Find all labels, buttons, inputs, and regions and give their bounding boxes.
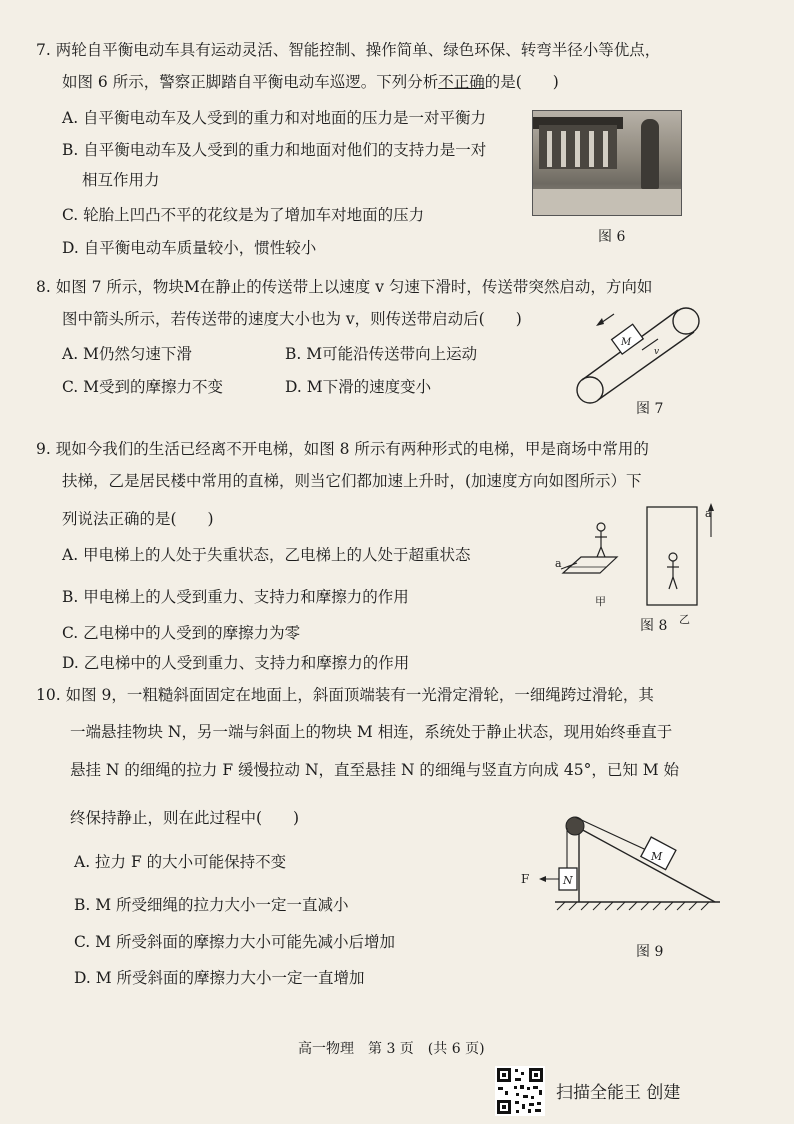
lift-accel-label: a <box>705 507 712 520</box>
q10-option-c: C. M 所受斜面的摩擦力大小可能先减小后增加 <box>74 933 395 951</box>
q9-option-b: B. 甲电梯上的人受到重力、支持力和摩擦力的作用 <box>62 588 409 606</box>
fig7-caption: 图 7 <box>636 401 664 417</box>
q7-option-b-line1: B. 自平衡电动车及人受到的重力和地面对他们的支持力是一对 <box>62 141 487 159</box>
fig8-caption: 图 8 <box>640 618 668 634</box>
q8-stem-line1: 8. 如图 7 所示，物块M在静止的传送带上以速度 v 匀速下滑时，传送带突然启动，方向如 <box>36 278 653 296</box>
q7-option-b-line2: 相互作用力 <box>82 171 160 189</box>
fig6-caption: 图 6 <box>598 229 626 245</box>
q10-option-d: D. M 所受斜面的摩擦力大小一定一直增加 <box>74 969 365 987</box>
police-photo <box>532 110 682 216</box>
q10-stem-line3: 悬挂 N 的细绳的拉力 F 缓慢拉动 N，直至悬挂 N 的细绳与竖直方向成 45°，已知 M 始 <box>70 761 680 779</box>
q9-stem-line1: 9. 现如今我们的生活已经离不开电梯，如图 8 所示有两种形式的电梯，甲是商场中常用的 <box>36 440 649 458</box>
q9-option-c: C. 乙电梯中的人受到的摩擦力为零 <box>62 624 301 642</box>
conveyor-velocity-label: v <box>654 347 660 357</box>
q7-option-c: C. 轮胎上凹凸不平的花纹是为了增加车对地面的压力 <box>62 206 425 224</box>
lift-label: 乙 <box>679 613 690 626</box>
q10-option-b: B. M 所受细绳的拉力大小一定一直减小 <box>74 896 349 914</box>
escalator-label: 甲 <box>595 595 606 608</box>
q9-stem-line2: 扶梯，乙是居民楼中常用的直梯，则当它们都加速上升时，(加速度方向如图所示）下 <box>62 472 642 490</box>
force-f-label: F <box>521 872 530 886</box>
scanner-watermark: 扫描全能王 创建 <box>556 1083 681 1103</box>
incline-figure <box>515 810 725 920</box>
qr-code-icon <box>495 1066 545 1116</box>
hanging-block-n-label: N <box>563 874 573 887</box>
conveyor-figure <box>570 300 710 410</box>
q8-option-a: A. M仍然匀速下滑 <box>62 345 192 363</box>
q7-option-a: A. 自平衡电动车及人受到的重力和对地面的压力是一对平衡力 <box>62 109 487 127</box>
q8-option-d: D. M下滑的速度变小 <box>285 378 432 396</box>
q7-option-d: D. 自平衡电动车质量较小，惯性较小 <box>62 239 317 257</box>
q10-stem-line4: 终保持静止，则在此过程中( ) <box>70 809 300 827</box>
q9-stem-line3: 列说法正确的是( ) <box>62 510 214 528</box>
conveyor-block-label: M <box>621 337 632 348</box>
q8-stem-line2: 图中箭头所示，若传送带的速度大小也为 v，则传送带启动后( ) <box>62 310 522 328</box>
q10-stem-line2: 一端悬挂物块 N，另一端与斜面上的物块 M 相连，系统处于静止状态，现用始终垂直于 <box>70 723 673 741</box>
q7-stem-line2: 如图 6 所示，警察正脚踏自平衡电动车巡逻。下列分析不正确的是( ) <box>62 73 559 91</box>
fig9-caption: 图 9 <box>636 944 664 960</box>
q9-option-a: A. 甲电梯上的人处于失重状态，乙电梯上的人处于超重状态 <box>62 546 471 564</box>
page-footer: 高一物理 第 3 页 (共 6 页) <box>298 1041 485 1057</box>
q9-option-d: D. 乙电梯中的人受到重力、支持力和摩擦力的作用 <box>62 654 410 672</box>
elevator-figure <box>555 495 720 630</box>
escalator-accel-label: a <box>555 557 562 570</box>
q10-option-a: A. 拉力 F 的大小可能保持不变 <box>74 853 287 871</box>
q7-stem-line1: 7. 两轮自平衡电动车具有运动灵活、智能控制、操作简单、绿色环保、转弯半径小等优点， <box>36 41 661 59</box>
incline-block-m-label: M <box>651 850 663 863</box>
q8-option-b: B. M可能沿传送带向上运动 <box>285 345 478 363</box>
q10-stem-line1: 10. 如图 9，一粗糙斜面固定在地面上，斜面顶端装有一光滑定滑轮，一细绳跨过滑轮，其 <box>36 686 654 704</box>
q8-option-c: C. M受到的摩擦力不变 <box>62 378 224 396</box>
